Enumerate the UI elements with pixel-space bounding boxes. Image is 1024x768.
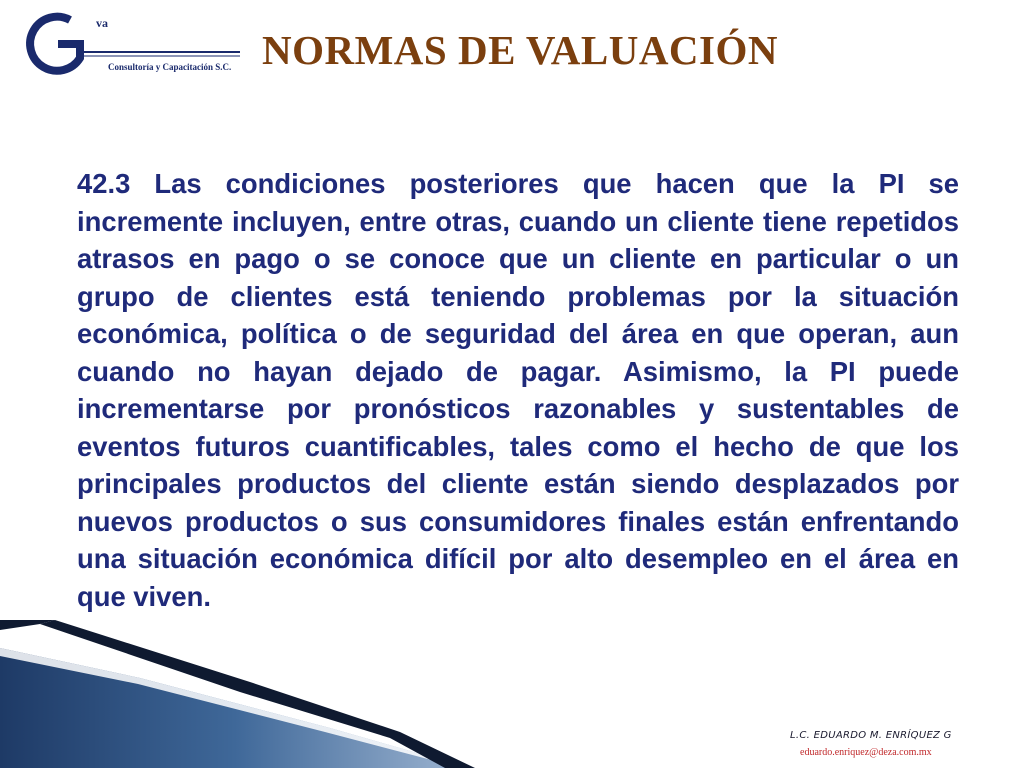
footer-author: L.C. EDUARDO M. ENRÍQUEZ G: [790, 730, 952, 741]
body-paragraph: 42.3 Las condiciones posteriores que hacen que la PI se incremente incluyen, entre otras, cuando un cliente tiene repetidos atrasos en pago o se conoce que un cliente en particular o un grupo de clientes está teniendo problemas por la situación económica, política o de seguridad del área en que operan, aun cuando no hayan dejado de pagar. Asimismo, la PI puede incrementarse por pronósticos razonables y sustentables de eventos futuros cuantificables, tales como el hecho de que los principales productos del cliente están siendo desplazados por nuevos productos o sus consumidores finales están enfrentando una situación económica difícil por alto desempleo en el área en que viven.: [77, 168, 959, 612]
footer-email[interactable]: eduardo.enriquez@deza.com.mx: [800, 747, 932, 758]
logo-letters: va: [96, 16, 108, 30]
company-logo: [18, 10, 243, 80]
page-title: NORMAS DE VALUACIÓN: [262, 27, 778, 73]
logo-subtitle: Consultoría y Capacitación S.C.: [108, 62, 232, 72]
decorative-swoosh: [0, 620, 520, 768]
